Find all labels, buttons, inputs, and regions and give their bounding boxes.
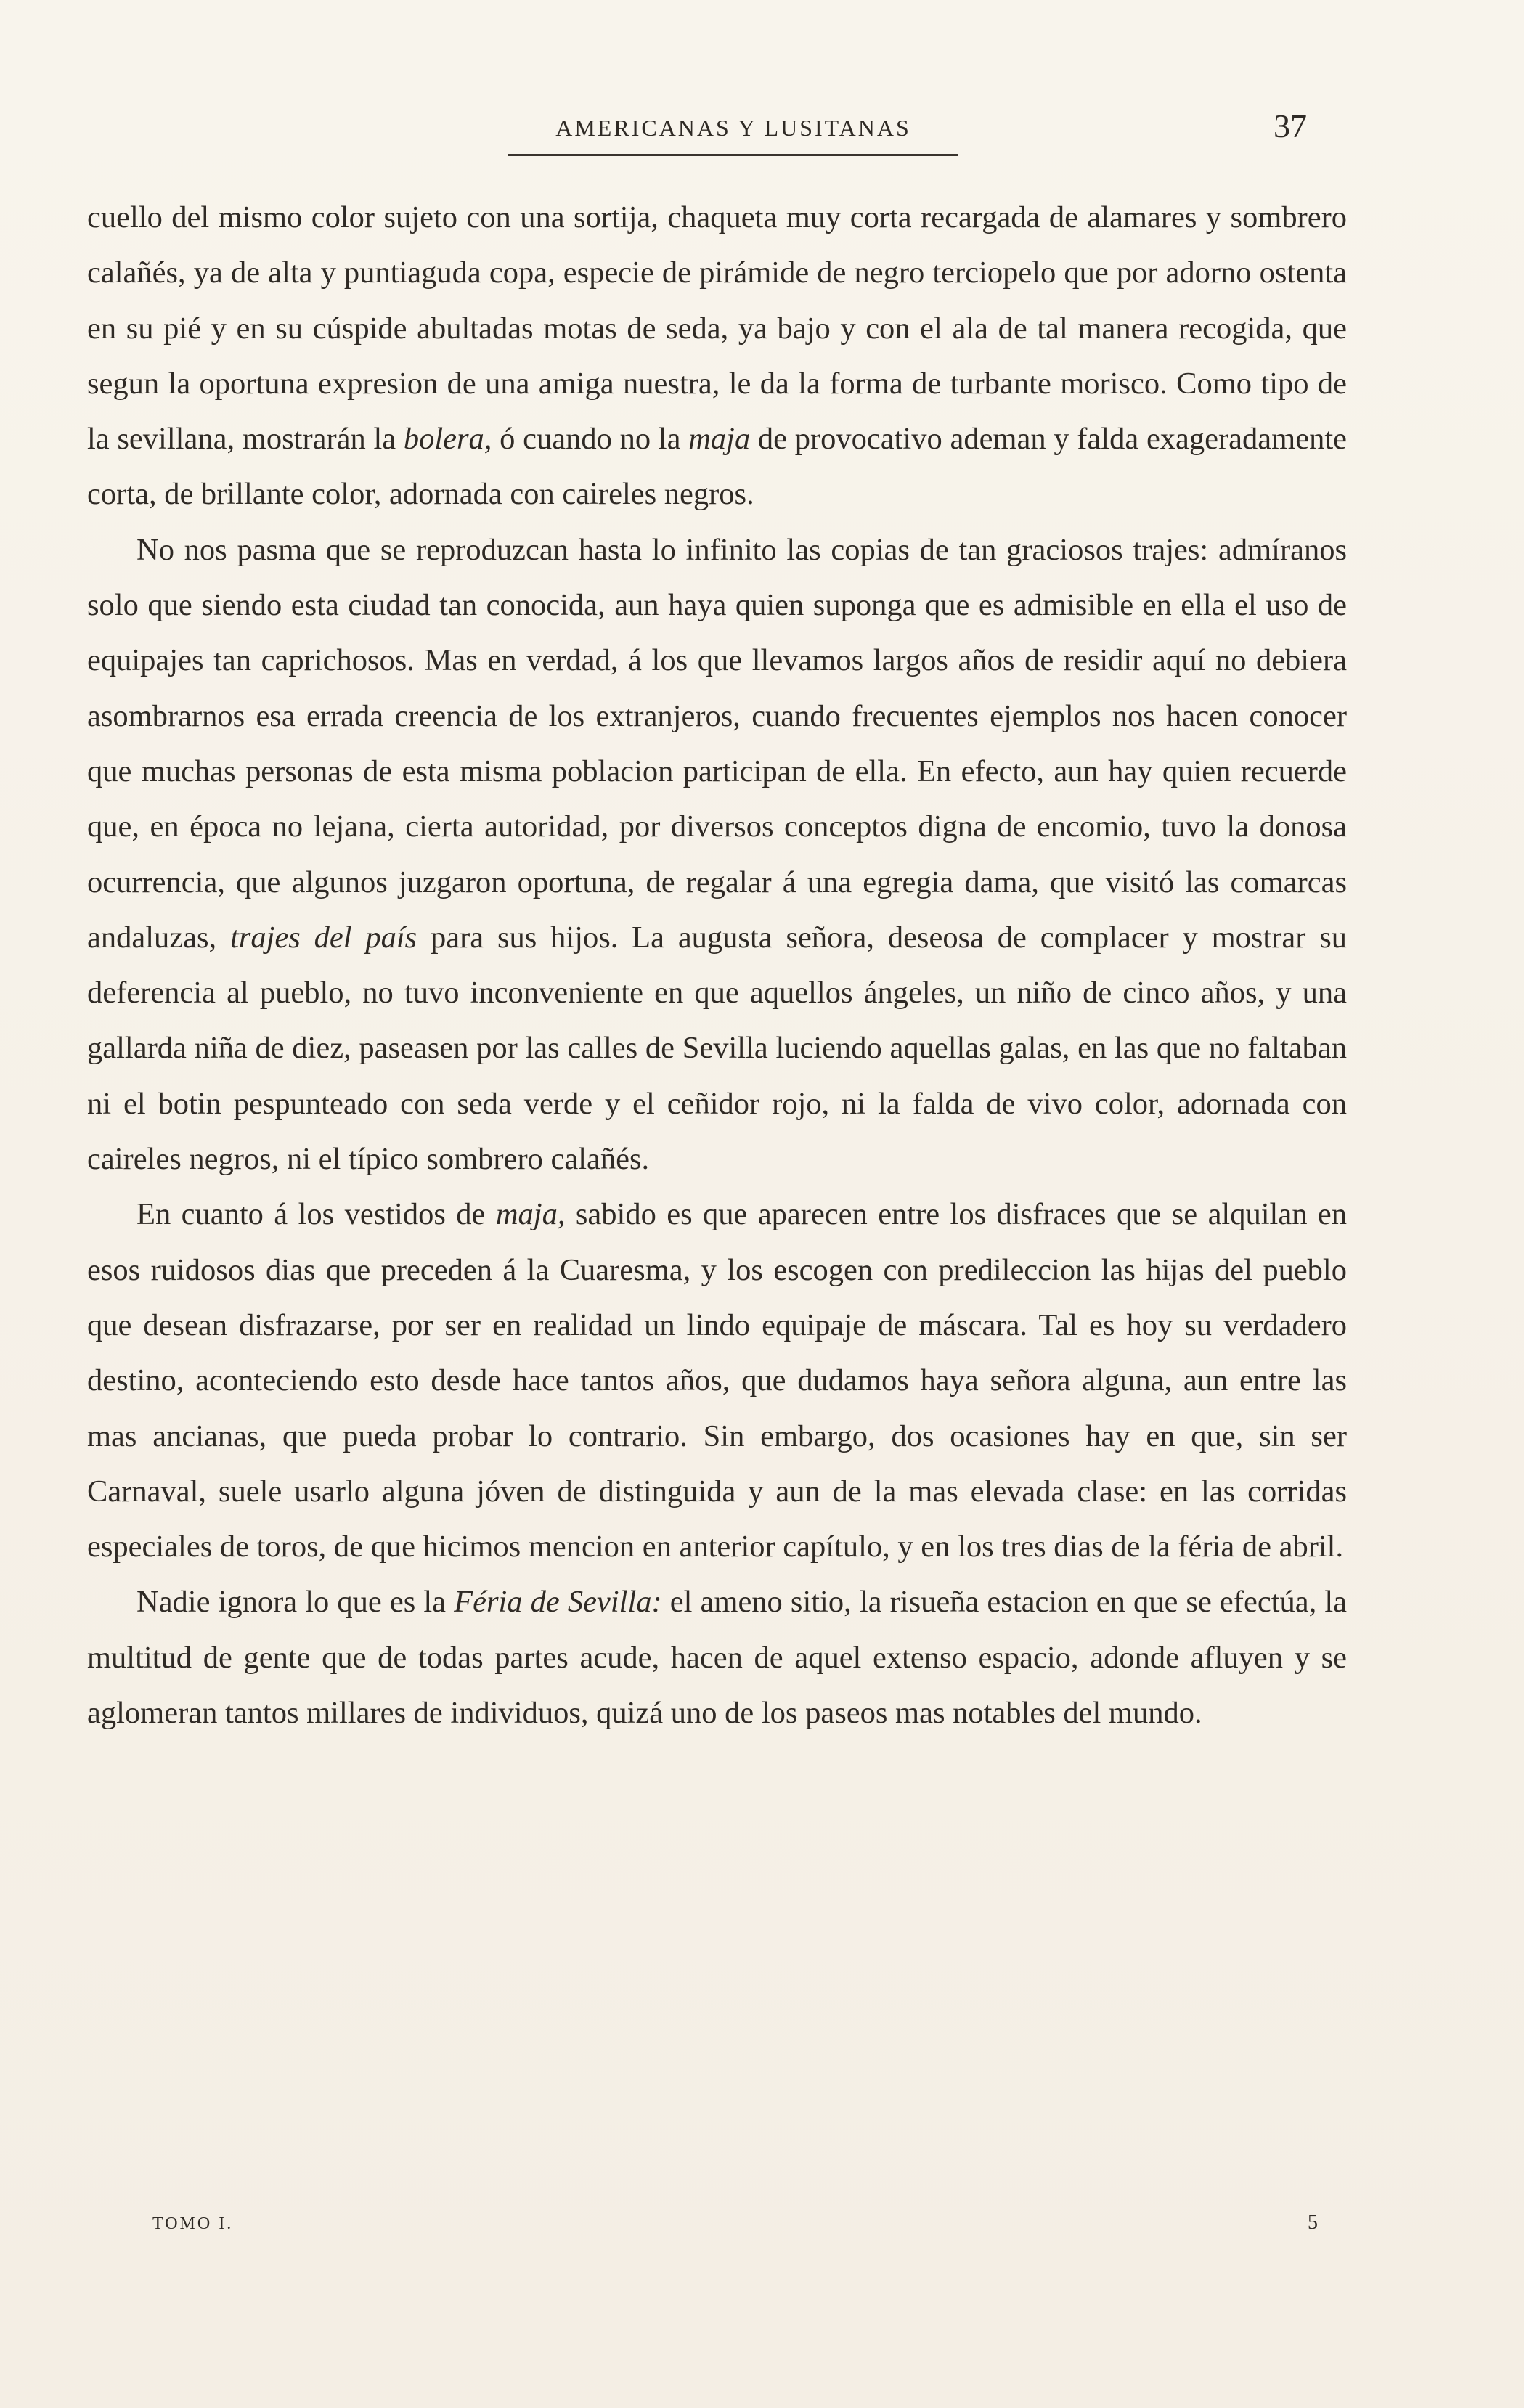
paragraph-2-text-1: No nos pasma que se reproduzcan hasta lo infinito las copias de tan graciosos trajes: admíranos solo que siendo esta ciudad tan conocida, aun haya quien suponga que es admisible en ella el uso de equipajes tan caprichosos. Mas en verdad, á los que llevamos largos años de residir aquí no debiera asombrarnos esa errada creencia de los extranjeros, cuando frecuentes ejemplos nos hacen conocer que muchas personas de esta misma poblacion participan de ella. En efecto, aun hay quien recuerde que, en época no lejana, cierta autoridad, por diversos conceptos digna de encomio, tuvo la donosa ocurrencia, que algunos juzgaron oportuna, de regalar á una egregia dama, que visitó las comarcas andaluzas, xyxy=(87,532,1347,955)
paragraph-4 xyxy=(87,1575,1347,1741)
italic-feria-de-sevilla: Féria de Sevilla: xyxy=(454,1585,662,1620)
paragraph-3-text-2: sabido es que aparecen entre los disfraces que se alquilan en esos ruidosos dias que preceden á la Cuaresma, y los escogen con predileccion las hijas del pueblo que desean disfrazarse, por ser en realidad un lindo equipaje de máscara. Tal es hoy su verdadero destino, aconteciendo esto desde hace tantos años, que dudamos haya señora alguna, aun entre las mas ancianas, que pueda probar lo contrario. Sin embargo, dos ocasiones hay en que, sin ser Carnaval, suele usarlo alguna jóven de distinguida y aun de la mas elevada clase: en las corridas especiales de toros, de que hicimos mencion en anterior capítulo, y en los tres dias de la féria de abril. xyxy=(87,1197,1347,1564)
paragraph-1-text-1: cuello del mismo color sujeto con una sortija, chaqueta muy corta recargada de alamares y sombrero calañés, ya de alta y puntiaguda copa, especie de pirámide de negro terciopelo que por adorno ostenta en su pié y en su cúspide abultadas motas de seda, ya bajo y con el ala de tal manera recogida, que segun la oportuna expresion de una amiga nuestra, le da la forma de turbante morisco. Como tipo de la sevillana, mostrarán la xyxy=(87,200,1347,457)
paragraph-3 xyxy=(87,1187,1347,1575)
running-head: AMERICANAS Y LUSITANAS xyxy=(508,110,958,156)
italic-trajes-del-pais: trajes del país xyxy=(230,920,417,955)
signature-label: TOMO I. xyxy=(152,2214,234,2233)
paragraph-1 xyxy=(87,190,1347,523)
paragraph-4-text-2: el ameno sitio, la risueña estacion en que se efectúa, la multitud de gente que de todas partes acude, hacen de aquel extenso espacio, adonde afluyen y se aglomeran tantos millares de individuos, quizá uno de los paseos mas notables del mundo. xyxy=(87,1585,1347,1731)
paragraph-2 xyxy=(87,523,1347,1188)
paragraph-2-text-2: para sus hijos. La augusta señora, deseosa de complacer y mostrar su deferencia al pueblo, no tuvo inconveniente en que aquellos ángeles, un niño de cinco años, y una gallarda niña de diez, paseasen por las calles de Sevilla luciendo aquellas galas, en las que no faltaban ni el botin pespunteado con seda verde y el ceñidor rojo, ni la falda de vivo color, adornada con caireles negros, ni el típico sombrero calañés. xyxy=(87,920,1347,1177)
body-text xyxy=(87,190,1347,1741)
paragraph-4-text-1: Nadie ignora lo que es la xyxy=(136,1585,455,1620)
paragraph-3-text-1: En cuanto á los vestidos de xyxy=(136,1197,496,1232)
italic-maja: maja xyxy=(688,422,751,457)
paragraph-1-text-3: de provocativo ademan y falda exageradamente corta, de brillante color, adornada con caireles negros. xyxy=(87,422,1348,512)
italic-bolera: bolera, xyxy=(403,422,492,457)
italic-maja-2: maja, xyxy=(495,1197,566,1232)
paragraph-1-text-2: ó cuando no la xyxy=(492,422,689,457)
page-number: 37 xyxy=(1274,107,1307,144)
signature-mark: 5 xyxy=(1308,2211,1318,2234)
